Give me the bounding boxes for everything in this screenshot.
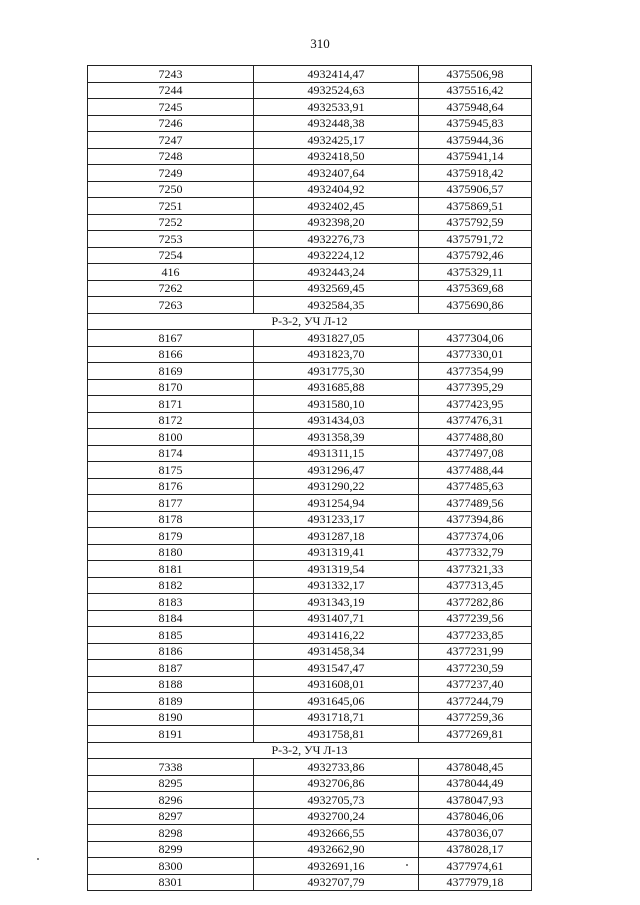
table-row [88,610,532,627]
y-coordinate-cell: 4375791,72 [419,231,532,248]
y-coordinate-cell: 4377239,56 [419,610,532,627]
x-coordinate-cell: 4931416,22 [254,627,419,644]
table-row [88,511,532,528]
x-coordinate-cell: 4932443,24 [254,264,419,281]
point-number-cell: 7243 [88,66,254,83]
y-coordinate-cell: 4377354,99 [419,363,532,380]
y-coordinate-cell: 4377231,99 [419,643,532,660]
point-number-cell: 8295 [88,775,254,792]
x-coordinate-cell: 4932691,16 [254,858,419,875]
x-coordinate-cell: 4931823,70 [254,346,419,363]
point-number-cell: 8179 [88,528,254,545]
y-coordinate-cell: 4375869,51 [419,198,532,215]
point-number-cell: 7338 [88,759,254,776]
point-number-cell: 8100 [88,429,254,446]
table-row [88,709,532,726]
x-coordinate-cell: 4931685,88 [254,379,419,396]
x-coordinate-cell: 4931758,81 [254,726,419,743]
y-coordinate-cell: 4375516,42 [419,82,532,99]
y-coordinate-cell: 4377423,95 [419,396,532,413]
x-coordinate-cell: 4932524,63 [254,82,419,99]
table-row [88,429,532,446]
point-number-cell: 8185 [88,627,254,644]
point-number-cell: 8172 [88,412,254,429]
y-coordinate-cell: 4377304,06 [419,330,532,347]
table-row [88,214,532,231]
y-coordinate-cell: 4377476,31 [419,412,532,429]
x-coordinate-cell: 4931775,30 [254,363,419,380]
x-coordinate-cell: 4931547,47 [254,660,419,677]
y-coordinate-cell: 4378028,17 [419,841,532,858]
table-row [88,363,532,380]
y-coordinate-cell: 4375941,14 [419,148,532,165]
point-number-cell: 8166 [88,346,254,363]
table-row [88,82,532,99]
x-coordinate-cell: 4931290,22 [254,478,419,495]
scan-speck [37,858,39,860]
table-row [88,726,532,743]
x-coordinate-cell: 4931287,18 [254,528,419,545]
x-coordinate-cell: 4932398,20 [254,214,419,231]
y-coordinate-cell: 4377332,79 [419,544,532,561]
x-coordinate-cell: 4932707,79 [254,874,419,891]
point-number-cell: 416 [88,264,254,281]
y-coordinate-cell: 4375906,57 [419,181,532,198]
table-row [88,330,532,347]
section-header-row [88,313,532,330]
point-number-cell: 8184 [88,610,254,627]
table-row [88,594,532,611]
y-coordinate-cell: 4377282,86 [419,594,532,611]
point-number-cell: 7263 [88,297,254,314]
x-coordinate-cell: 4931434,03 [254,412,419,429]
x-coordinate-cell: 4931645,06 [254,693,419,710]
x-coordinate-cell: 4931580,10 [254,396,419,413]
y-coordinate-cell: 4375792,59 [419,214,532,231]
y-coordinate-cell: 4375506,98 [419,66,532,83]
x-coordinate-cell: 4932276,73 [254,231,419,248]
point-number-cell: 8298 [88,825,254,842]
point-number-cell: 7244 [88,82,254,99]
y-coordinate-cell: 4375369,68 [419,280,532,297]
y-coordinate-cell: 4375945,83 [419,115,532,132]
x-coordinate-cell: 4931296,47 [254,462,419,479]
table-row [88,66,532,83]
table-row [88,858,532,875]
y-coordinate-cell: 4377489,56 [419,495,532,512]
point-number-cell: 8301 [88,874,254,891]
section-label: Р-3-2, УЧ Л-12 [88,313,532,330]
table-row [88,693,532,710]
x-coordinate-cell: 4932418,50 [254,148,419,165]
table-row [88,264,532,281]
point-number-cell: 8169 [88,363,254,380]
point-number-cell: 7247 [88,132,254,149]
y-coordinate-cell: 4377259,36 [419,709,532,726]
point-number-cell: 8190 [88,709,254,726]
point-number-cell: 8300 [88,858,254,875]
table-row [88,495,532,512]
point-number-cell: 8183 [88,594,254,611]
point-number-cell: 8191 [88,726,254,743]
x-coordinate-cell: 4931254,94 [254,495,419,512]
x-coordinate-cell: 4931608,01 [254,676,419,693]
table-row [88,561,532,578]
point-number-cell: 8189 [88,693,254,710]
point-number-cell: 7246 [88,115,254,132]
point-number-cell: 8176 [88,478,254,495]
point-number-cell: 8178 [88,511,254,528]
table-row [88,660,532,677]
table-row [88,396,532,413]
table-row [88,841,532,858]
point-number-cell: 8174 [88,445,254,462]
point-number-cell: 7253 [88,231,254,248]
table-row [88,148,532,165]
y-coordinate-cell: 4377394,86 [419,511,532,528]
x-coordinate-cell: 4931319,54 [254,561,419,578]
x-coordinate-cell: 4932705,73 [254,792,419,809]
point-number-cell: 7254 [88,247,254,264]
x-coordinate-cell: 4932569,45 [254,280,419,297]
point-number-cell: 8296 [88,792,254,809]
point-number-cell: 8170 [88,379,254,396]
y-coordinate-cell: 4377330,01 [419,346,532,363]
x-coordinate-cell: 4932666,55 [254,825,419,842]
table-row [88,528,532,545]
y-coordinate-cell: 4377313,45 [419,577,532,594]
table-row [88,445,532,462]
table-row [88,247,532,264]
point-number-cell: 8188 [88,676,254,693]
y-coordinate-cell: 4377230,59 [419,660,532,677]
y-coordinate-cell: 4377244,79 [419,693,532,710]
y-coordinate-cell: 4377979,18 [419,874,532,891]
x-coordinate-cell: 4932733,86 [254,759,419,776]
point-number-cell: 8182 [88,577,254,594]
point-number-cell: 7249 [88,165,254,182]
point-number-cell: 7262 [88,280,254,297]
x-coordinate-cell: 4932224,12 [254,247,419,264]
table-row [88,231,532,248]
point-number-cell: 7250 [88,181,254,198]
x-coordinate-cell: 4932533,91 [254,99,419,116]
x-coordinate-cell: 4931358,39 [254,429,419,446]
y-coordinate-cell: 4375948,64 [419,99,532,116]
x-coordinate-cell: 4931319,41 [254,544,419,561]
table-row [88,412,532,429]
x-coordinate-cell: 4931458,34 [254,643,419,660]
table-row [88,346,532,363]
x-coordinate-cell: 4932448,38 [254,115,419,132]
table-row [88,132,532,149]
page-number: 310 [310,36,330,51]
x-coordinate-cell: 4931332,17 [254,577,419,594]
table-row [88,775,532,792]
y-coordinate-cell: 4377497,08 [419,445,532,462]
y-coordinate-cell: 4377488,80 [419,429,532,446]
table-row [88,462,532,479]
section-label: Р-3-2, УЧ Л-13 [88,742,532,759]
table-row [88,676,532,693]
x-coordinate-cell: 4931827,05 [254,330,419,347]
y-coordinate-cell: 4375690,86 [419,297,532,314]
point-number-cell: 8186 [88,643,254,660]
table-row [88,825,532,842]
y-coordinate-cell: 4377237,40 [419,676,532,693]
y-coordinate-cell: 4375918,42 [419,165,532,182]
table-row [88,198,532,215]
table-row [88,181,532,198]
x-coordinate-cell: 4932402,45 [254,198,419,215]
table-row [88,478,532,495]
x-coordinate-cell: 4931718,71 [254,709,419,726]
table-row [88,792,532,809]
point-number-cell: 7252 [88,214,254,231]
y-coordinate-cell: 4378046,06 [419,808,532,825]
y-coordinate-cell: 4375792,46 [419,247,532,264]
table-row [88,379,532,396]
point-number-cell: 8167 [88,330,254,347]
y-coordinate-cell: 4377321,33 [419,561,532,578]
y-coordinate-cell: 4377485,63 [419,478,532,495]
point-number-cell: 8181 [88,561,254,578]
point-number-cell: 8299 [88,841,254,858]
x-coordinate-cell: 4932414,47 [254,66,419,83]
table-row [88,280,532,297]
scan-speck [406,864,408,866]
point-number-cell: 8180 [88,544,254,561]
x-coordinate-cell: 4932425,17 [254,132,419,149]
x-coordinate-cell: 4931343,19 [254,594,419,611]
point-number-cell: 7248 [88,148,254,165]
y-coordinate-cell: 4378048,45 [419,759,532,776]
coordinates-table [87,65,532,891]
table-row [88,297,532,314]
section-header-row [88,742,532,759]
table-row [88,808,532,825]
table-row [88,627,532,644]
x-coordinate-cell: 4932407,64 [254,165,419,182]
point-number-cell: 8297 [88,808,254,825]
y-coordinate-cell: 4375329,11 [419,264,532,281]
y-coordinate-cell: 4378036,07 [419,825,532,842]
y-coordinate-cell: 4377488,44 [419,462,532,479]
y-coordinate-cell: 4378044,49 [419,775,532,792]
point-number-cell: 8177 [88,495,254,512]
table-row [88,115,532,132]
y-coordinate-cell: 4377269,81 [419,726,532,743]
table-row [88,165,532,182]
x-coordinate-cell: 4932700,24 [254,808,419,825]
table-row [88,544,532,561]
table-row [88,99,532,116]
point-number-cell: 8171 [88,396,254,413]
y-coordinate-cell: 4377395,29 [419,379,532,396]
y-coordinate-cell: 4377974,61 [419,858,532,875]
x-coordinate-cell: 4932706,86 [254,775,419,792]
table-row [88,874,532,891]
x-coordinate-cell: 4931407,71 [254,610,419,627]
table-row [88,643,532,660]
coordinates-table-body [88,66,532,891]
point-number-cell: 8187 [88,660,254,677]
point-number-cell: 7251 [88,198,254,215]
y-coordinate-cell: 4378047,93 [419,792,532,809]
point-number-cell: 8175 [88,462,254,479]
x-coordinate-cell: 4932404,92 [254,181,419,198]
table-row [88,577,532,594]
y-coordinate-cell: 4377374,06 [419,528,532,545]
x-coordinate-cell: 4932662,90 [254,841,419,858]
x-coordinate-cell: 4931233,17 [254,511,419,528]
x-coordinate-cell: 4932584,35 [254,297,419,314]
x-coordinate-cell: 4931311,15 [254,445,419,462]
y-coordinate-cell: 4375944,36 [419,132,532,149]
point-number-cell: 7245 [88,99,254,116]
table-row [88,759,532,776]
y-coordinate-cell: 4377233,85 [419,627,532,644]
